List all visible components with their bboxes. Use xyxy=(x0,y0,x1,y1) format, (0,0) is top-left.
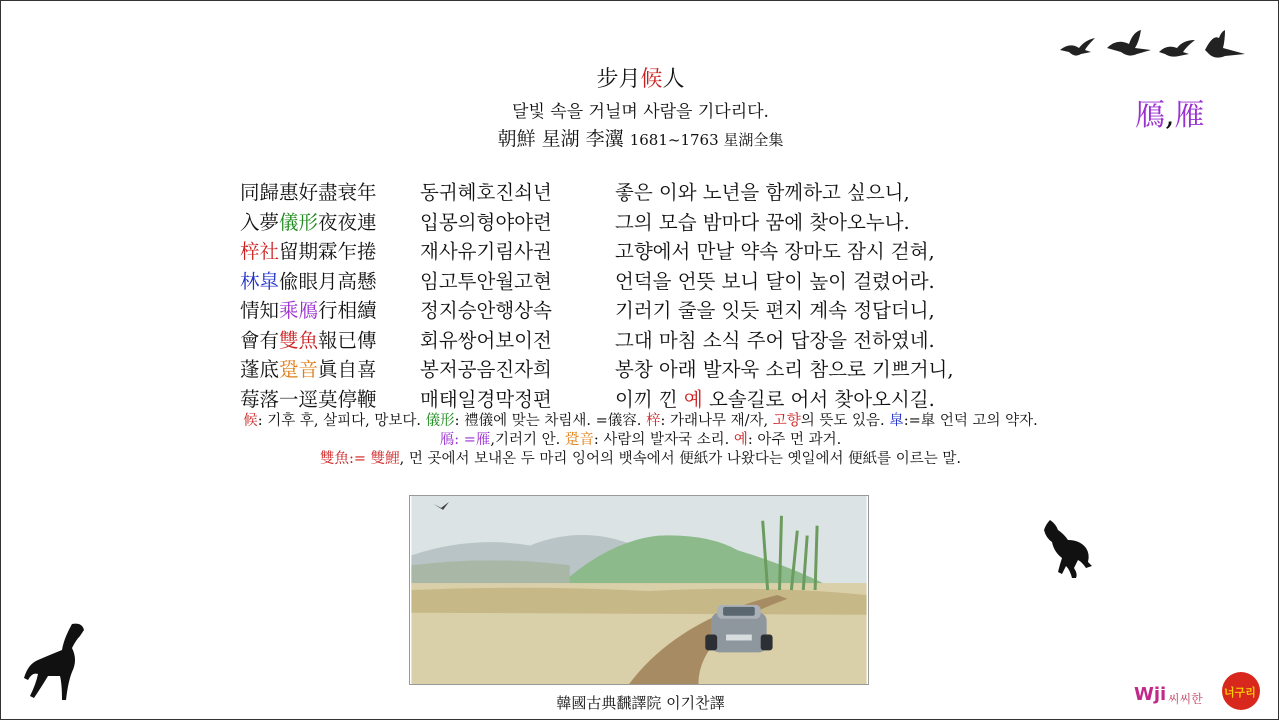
poem-reading: 정지승안행상속 xyxy=(420,299,552,322)
hanja-text: 情知 xyxy=(240,299,280,322)
title-part: 人 xyxy=(662,67,685,92)
poem-hanja xyxy=(240,296,420,326)
glossary-notes xyxy=(0,412,1281,469)
hanja-highlight: 林皐 xyxy=(240,269,280,293)
logo-text: 씨씨한 xyxy=(1168,692,1203,706)
note-line xyxy=(0,450,1281,469)
hanja-text: 入夢 xyxy=(240,210,280,234)
hanja-text: 行相續 xyxy=(318,299,377,322)
hanja-highlight: 雙魚 xyxy=(279,328,319,352)
car-illustration xyxy=(409,495,869,685)
poem-line xyxy=(240,385,954,415)
poem-hanja xyxy=(240,267,420,297)
note-term: 고향 xyxy=(772,413,801,429)
note-term: 跫音 xyxy=(564,432,594,448)
poem-reading: 봉저공음진자희 xyxy=(420,358,552,381)
note-term: 皐 xyxy=(889,413,904,429)
hanja-text: 偸眼月高懸 xyxy=(279,269,377,293)
logo-wji: Wji xyxy=(1134,684,1167,705)
note-term: 雙魚:= 雙鯉 xyxy=(319,451,400,467)
poem-hanja xyxy=(240,178,420,208)
note-term: : =雁 xyxy=(454,432,491,448)
poem-line xyxy=(240,178,954,208)
poem-translation: 고향에서 만날 약속 장마도 잠시 걷혀, xyxy=(615,240,935,263)
poem-translation: 그의 모습 밤마다 꿈에 찾아오누나. xyxy=(615,210,910,234)
poem-hanja xyxy=(240,237,420,267)
poem-line xyxy=(240,267,954,297)
title-highlight: 候 xyxy=(640,67,663,92)
hanja-text: 蓬底 xyxy=(240,358,280,381)
translation-credit: 韓國古典飜譯院 이기찬譯 xyxy=(556,694,725,712)
poem-reading: 회유쌍어보이전 xyxy=(420,328,552,352)
hanja-text: 莓落一逕莫停鞭 xyxy=(240,387,377,411)
poem-reading: 재사유기림사권 xyxy=(420,240,552,263)
side-title-comma: , xyxy=(1165,98,1175,133)
note-term: 儀形 xyxy=(425,413,455,429)
horse-icon xyxy=(1042,518,1094,580)
hanja-text: 同歸惠好盡衰年 xyxy=(240,181,377,204)
poem-translation: 좋은 이와 노년을 함께하고 싶으니, xyxy=(615,181,910,204)
note-text: :=皐 언덕 고의 약자. xyxy=(903,413,1038,429)
poem-translation: 그대 마침 소식 주어 답장을 전하였네. xyxy=(615,328,935,352)
hanja-highlight: 儀形 xyxy=(279,210,319,234)
poem-reading: 동귀혜호진쇠년 xyxy=(420,181,552,204)
note-line xyxy=(0,431,1281,450)
poem-subtitle: 달빛 속을 거닐며 사람을 기다리다. xyxy=(512,102,769,122)
poem-hanja xyxy=(240,385,420,415)
note-text: 의 뜻도 있음. xyxy=(800,413,890,429)
hanja-highlight: 乘鴈 xyxy=(279,299,319,322)
author-name: 朝鮮 星湖 李瀷 xyxy=(497,128,624,150)
poem-reading: 입몽의형야야련 xyxy=(420,210,552,234)
note-text: : 기후 후, 살피다, 망보다. xyxy=(257,413,426,429)
note-text: , 먼 곳에서 보내온 두 마리 잉어의 뱃속에서 便紙가 나왔다는 옛일에서 便紙를 이르는 말. xyxy=(399,451,961,467)
side-title-char: 鴈 xyxy=(1135,98,1165,133)
translation-highlight: 예 xyxy=(683,387,703,411)
translation-text: 이끼 낀 xyxy=(615,387,684,411)
poem-translation: 봉창 아래 발자욱 소리 참으로 기쁘거니, xyxy=(615,358,954,381)
hanja-text: 留期霖乍捲 xyxy=(279,240,377,263)
poem-reading: 임고투안월고현 xyxy=(420,269,552,293)
hanja-text: 報已傳 xyxy=(318,328,377,352)
hanja-text: 會有 xyxy=(240,328,280,352)
poem-line xyxy=(240,355,954,385)
logo-badge-text: 너구리 xyxy=(1224,686,1256,699)
poem-hanja xyxy=(240,326,420,356)
note-term: 候 xyxy=(243,413,258,429)
poem-line xyxy=(240,208,954,238)
poem-hanja xyxy=(240,208,420,238)
poem-body xyxy=(240,178,954,414)
side-title xyxy=(1135,90,1205,134)
poem-line xyxy=(240,326,954,356)
poem-reading: 매태일경막정편 xyxy=(420,387,552,411)
poem-line xyxy=(240,237,954,267)
hanja-highlight: 梓社 xyxy=(240,240,280,263)
note-term: 예 xyxy=(733,432,748,448)
note-line xyxy=(0,412,1281,431)
translation-text: 오솔길로 어서 찾아오시길. xyxy=(702,387,935,411)
poem-translation: 기러기 줄을 잇듯 편지 계속 정답더니, xyxy=(615,299,935,322)
author-dates: 1681~1763 星湖全集 xyxy=(629,131,784,149)
side-title-char: 雁 xyxy=(1174,98,1205,133)
hanja-text: 夜夜連 xyxy=(318,210,377,234)
note-term: 梓 xyxy=(645,413,661,429)
note-text: ,기러기 안. xyxy=(490,432,565,448)
poem-hanja xyxy=(240,355,420,385)
poem-translation: 언덕을 언뜻 보니 달이 높이 걸렸어라. xyxy=(615,269,935,293)
author-line xyxy=(0,124,1281,151)
birds-icon xyxy=(1055,28,1255,68)
poem-translation xyxy=(615,385,935,415)
note-text: : 아주 먼 과거. xyxy=(747,432,842,448)
note-text: : 가래나무 재/자, xyxy=(660,413,773,429)
hanja-text: 眞自喜 xyxy=(318,358,377,381)
title-part: 步月 xyxy=(596,67,641,92)
note-text: : 사람의 발자국 소리. xyxy=(593,432,734,448)
note-text: : 禮儀에 맞는 차림새. =儀容. xyxy=(454,413,646,429)
site-logo xyxy=(1132,662,1280,718)
poem-line xyxy=(240,296,954,326)
horse-icon xyxy=(22,620,90,704)
hanja-highlight: 跫音 xyxy=(279,358,319,381)
note-term: 鴈 xyxy=(439,432,455,448)
